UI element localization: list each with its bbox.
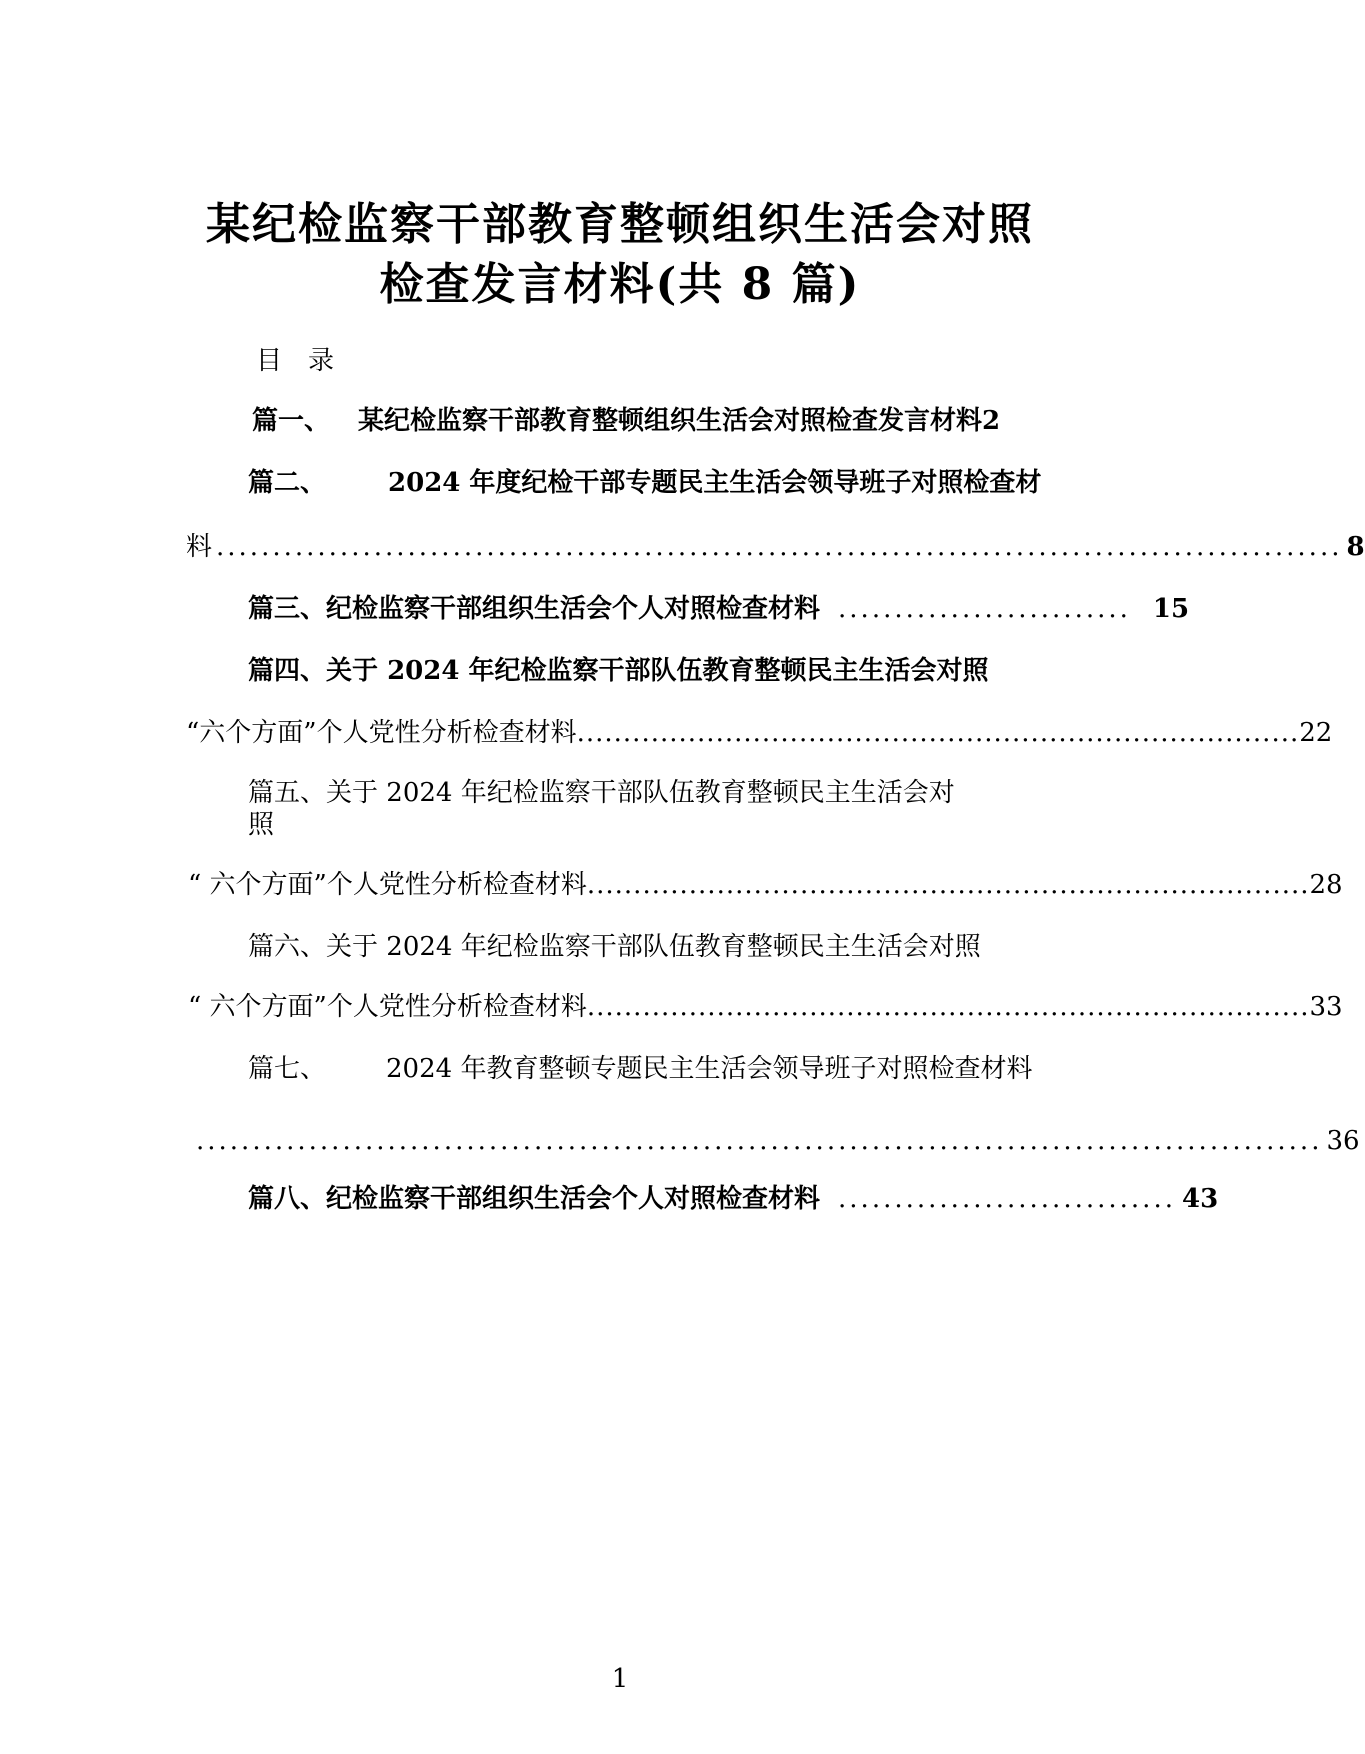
leader-dots: ..............................: [838, 1184, 1176, 1214]
leader-dots: ..............................................................................: [586, 992, 1310, 1022]
toc-entry-2-continuation[interactable]: [186, 530, 1365, 564]
toc-entry-4-cont: “六个方面”个人党性分析检查材料: [186, 718, 577, 748]
toc-entry-6-label: 篇六、: [248, 932, 327, 962]
toc-entry-2-page: 8: [1346, 532, 1365, 562]
toc-heading: 目 录: [256, 346, 335, 376]
leader-dots: ....................................................................................................: [216, 532, 1343, 562]
toc-entry-7-continuation[interactable]: [196, 1124, 1360, 1158]
toc-entry-8-page: 43: [1181, 1184, 1219, 1214]
leader-dots: ..........................: [838, 594, 1131, 624]
toc-entry-2-cont: 料: [186, 532, 213, 562]
document-title-line-2: 检查发言材料(共 8 篇): [379, 259, 861, 310]
document-title-line-1: 某纪检监察干部教育整顿组织生活会对照: [206, 199, 1034, 250]
toc-entry-5[interactable]: [248, 776, 955, 810]
toc-entry-5-text: 关于 2024 年纪检监察干部队伍教育整顿民主生活会对: [326, 778, 955, 808]
toc-entry-5-wrap: 照: [248, 810, 275, 840]
toc-entry-5-label: 篇五、: [248, 778, 327, 808]
toc-entry-4-continuation[interactable]: [186, 716, 1333, 750]
toc-entry-4-label: 篇四、: [248, 656, 327, 686]
toc-entry-7-page: 36: [1326, 1126, 1360, 1156]
leader-dots: ..............................................................................: [586, 870, 1310, 900]
toc-entry-2-label: 篇二、: [248, 468, 327, 498]
page-number: 1: [611, 1664, 629, 1694]
toc-entry-2[interactable]: [248, 466, 1041, 500]
toc-entry-3-page: 15: [1152, 594, 1190, 624]
toc-entry-4-page: 22: [1299, 718, 1333, 748]
toc-entry-7-text: 2024 年教育整顿专题民主生活会领导班子对照检查材料: [386, 1054, 1033, 1084]
leader-dots: ....................................................................................................: [196, 1126, 1323, 1156]
toc-entry-7[interactable]: [248, 1052, 1032, 1086]
toc-entry-5-continuation[interactable]: [188, 868, 1343, 902]
toc-entry-3-label: 篇三、: [248, 594, 327, 624]
toc-entry-8-text: 纪检监察干部组织生活会个人对照检查材料: [326, 1184, 821, 1214]
toc-entry-3[interactable]: [248, 592, 1190, 626]
toc-entry-6-page: 33: [1309, 992, 1343, 1022]
toc-entry-6-continuation[interactable]: [188, 990, 1343, 1024]
toc-entry-6[interactable]: [248, 930, 981, 964]
toc-entry-1-label: 篇一、: [252, 406, 331, 436]
toc-entry-1-page: 2: [982, 406, 1001, 436]
toc-entry-4-text: 关于 2024 年纪检监察干部队伍教育整顿民主生活会对照: [326, 656, 989, 686]
toc-entry-6-cont: “ 六个方面”个人党性分析检查材料: [188, 992, 587, 1022]
toc-entry-5-page: 28: [1309, 870, 1343, 900]
toc-entry-5-cont: “ 六个方面”个人党性分析检查材料: [188, 870, 587, 900]
leader-dots: ..............................................................................: [576, 718, 1300, 748]
toc-entry-2-text: 2024 年度纪检干部专题民主生活会领导班子对照检查材: [388, 468, 1042, 498]
toc-entry-7-label: 篇七、: [248, 1054, 327, 1084]
toc-entry-6-text: 关于 2024 年纪检监察干部队伍教育整顿民主生活会对照: [326, 932, 981, 962]
toc-entry-8-label: 篇八、: [248, 1184, 327, 1214]
toc-entry-3-text: 纪检监察干部组织生活会个人对照检查材料: [326, 594, 821, 624]
toc-entry-4[interactable]: [248, 654, 988, 688]
toc-entry-1-text: 某纪检监察干部教育整顿组织生活会对照检查发言材料: [358, 406, 983, 436]
toc-entry-1[interactable]: [252, 404, 1000, 438]
toc-entry-8[interactable]: [248, 1182, 1219, 1216]
